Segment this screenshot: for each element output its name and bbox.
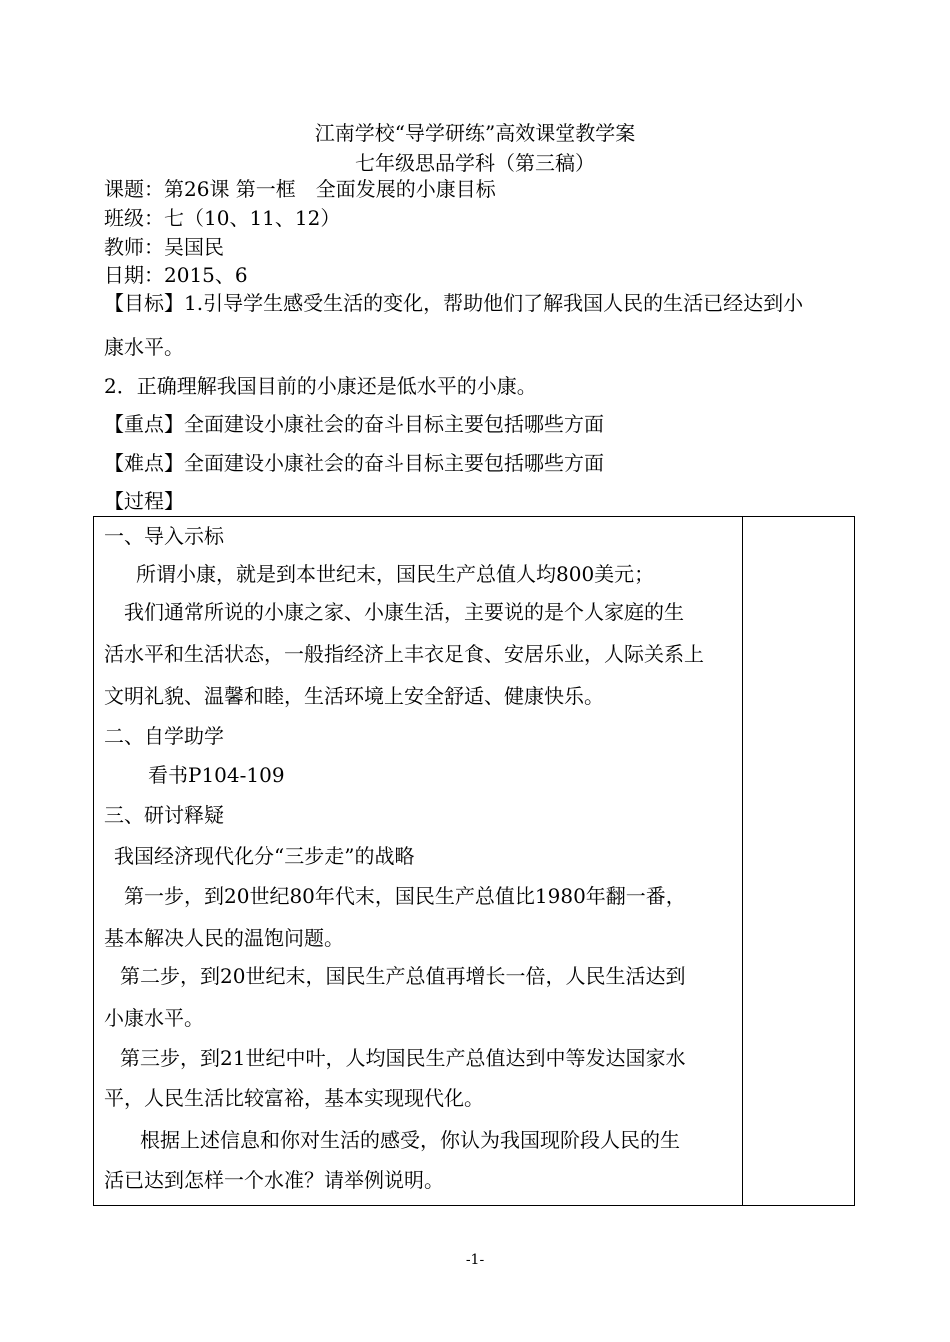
process-heading: 【过程】 (104, 489, 184, 513)
content-line: 第三步，到21世纪中叶，人均国民生产总值达到中等发达国家水 (120, 1046, 686, 1070)
content-line: 基本解决人民的温饱问题。 (104, 926, 344, 950)
page-number: -1- (465, 1252, 485, 1268)
section-heading-self-study: 二、自学助学 (104, 724, 224, 748)
difficulty-line: 【难点】全面建设小康社会的奋斗目标主要包括哪些方面 (104, 451, 604, 475)
content-line: 第一步，到20世纪80年代末，国民生产总值比1980年翻一番， (124, 884, 686, 908)
content-line: 所谓小康，就是到本世纪末，国民生产总值人均800美元； (116, 562, 655, 586)
content-line: 小康水平。 (104, 1006, 204, 1030)
teacher-line: 教师：吴国民 (104, 235, 224, 259)
content-line: 活水平和生活状态，一般指经济上丰衣足食、安居乐业，人际关系上 (104, 642, 704, 666)
process-table (93, 516, 855, 1206)
content-line: 平，人民生活比较富裕，基本实现现代化。 (104, 1086, 484, 1110)
document-subtitle: 七年级思品学科（第三稿） (355, 151, 595, 175)
topic-line: 课题：第26课 第一框 全面发展的小康目标 (104, 177, 496, 201)
objective-line-2: 康水平。 (104, 335, 184, 359)
section-heading-intro: 一、导入示标 (104, 524, 224, 548)
class-line: 班级：七（10、11、12） (104, 206, 341, 230)
key-point-line: 【重点】全面建设小康社会的奋斗目标主要包括哪些方面 (104, 412, 604, 436)
content-line: 文明礼貌、温馨和睦，生活环境上安全舒适、健康快乐。 (104, 684, 604, 708)
document-title: 江南学校“导学研练”高效课堂教学案 (314, 121, 636, 145)
content-line: 活已达到怎样一个水准？请举例说明。 (104, 1168, 444, 1192)
objective-line-3: 2．正确理解我国目前的小康还是低水平的小康。 (104, 374, 537, 398)
content-line: 我们通常所说的小康之家、小康生活，主要说的是个人家庭的生 (124, 600, 684, 624)
content-line: 根据上述信息和你对生活的感受，你认为我国现阶段人民的生 (120, 1128, 680, 1152)
content-line: 我国经济现代化分“三步走”的战略 (114, 844, 415, 868)
table-column-divider (742, 517, 743, 1205)
content-line: 看书P104-109 (128, 763, 285, 787)
date-line: 日期：2015、6 (104, 263, 248, 287)
content-line: 第二步，到20世纪末，国民生产总值再增长一倍，人民生活达到 (120, 964, 686, 988)
objective-line-1: 【目标】1.引导学生感受生活的变化，帮助他们了解我国人民的生活已经达到小 (104, 291, 804, 315)
section-heading-discussion: 三、研讨释疑 (104, 803, 224, 827)
